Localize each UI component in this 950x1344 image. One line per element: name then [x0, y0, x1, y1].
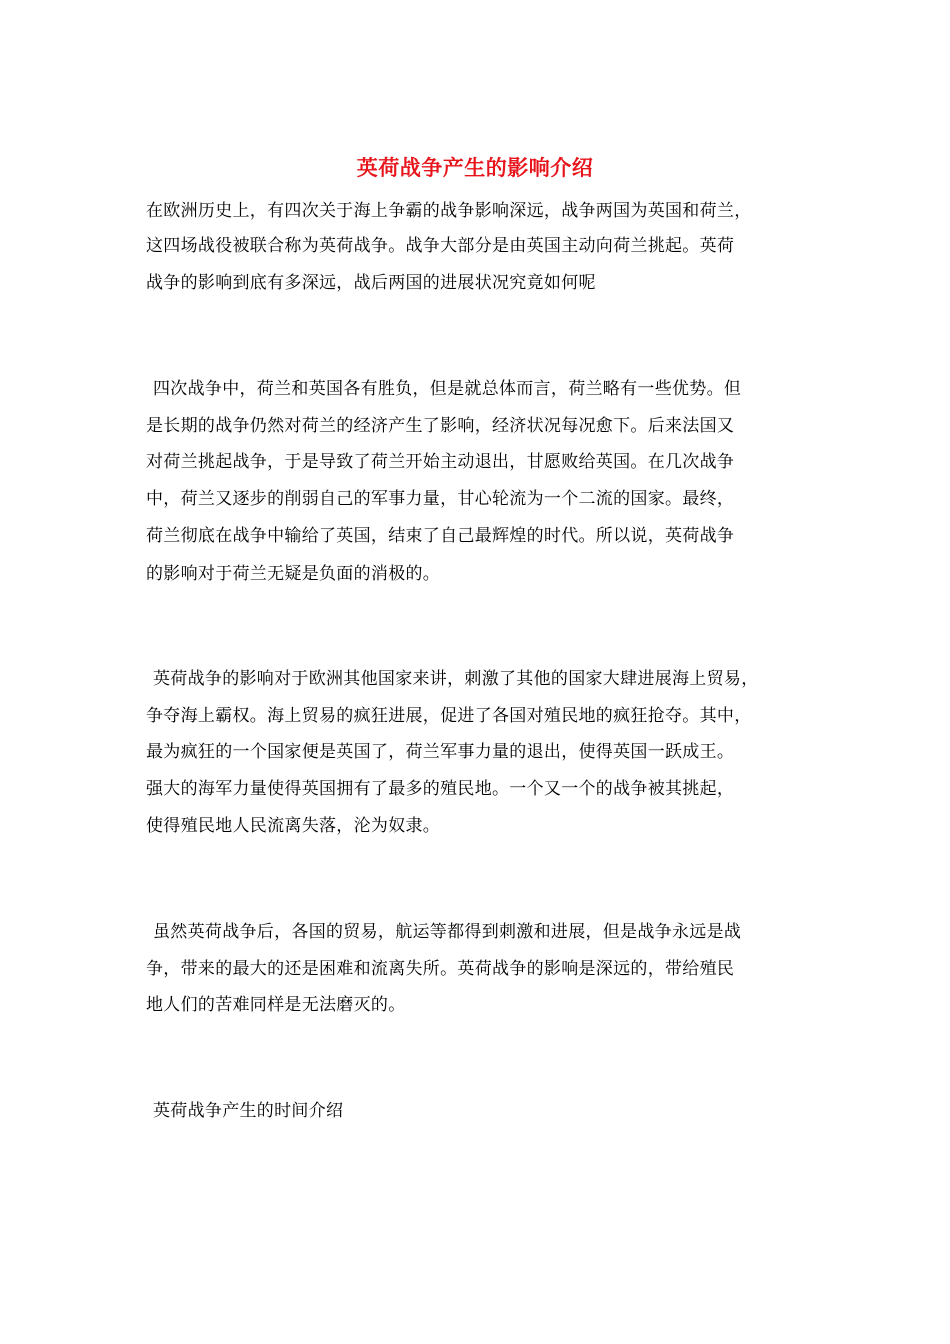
- paragraph-3-line-2: 争夺海上霸权。海上贸易的疯狂进展，促进了各国对殖民地的疯狂抢夺。其中，: [146, 706, 752, 726]
- paragraph-3-line-4: 强大的海军力量使得英国拥有了最多的殖民地。一个又一个的战争被其挑起，: [146, 779, 735, 799]
- paragraph-4-line-2: 争，带来的最大的还是困难和流离失所。英荷战争的影响是深远的，带给殖民: [146, 959, 735, 979]
- paragraph-2-line-4: 中，荷兰又逐步的削弱自己的军事力量，甘心轮流为一个二流的国家。最终，: [146, 489, 735, 509]
- paragraph-4-line-3: 地人们的苦难同样是无法磨灭的。: [146, 995, 406, 1015]
- paragraph-1-line-2: 这四场战役被联合称为英荷战争。战争大部分是由英国主动向荷兰挑起。英荷: [146, 236, 735, 256]
- paragraph-1-line-3: 战争的影响到底有多深远，战后两国的进展状况究竟如何呢: [146, 273, 596, 293]
- paragraph-4-line-1: 虽然英荷战争后，各国的贸易，航运等都得到刺激和进展，但是战争永远是战: [153, 922, 742, 942]
- paragraph-1-line-1: 在欧洲历史上，有四次关于海上争霸的战争影响深远，战争两国为英国和荷兰，: [146, 201, 752, 221]
- paragraph-2-line-2: 是长期的战争仍然对荷兰的经济产生了影响，经济状况每况愈下。后来法国又: [146, 416, 735, 436]
- paragraph-2-line-5: 荷兰彻底在战争中输给了英国，结束了自己最辉煌的时代。所以说，英荷战争: [146, 526, 735, 546]
- paragraph-2-line-1: 四次战争中，荷兰和英国各有胜负，但是就总体而言，荷兰略有一些优势。但: [153, 379, 742, 399]
- paragraph-3-line-1: 英荷战争的影响对于欧洲其他国家来讲，刺激了其他的国家大肆进展海上贸易，: [153, 669, 759, 689]
- paragraph-3-line-5: 使得殖民地人民流离失落，沦为奴隶。: [146, 816, 441, 836]
- section-heading-time: 英荷战争产生的时间介绍: [153, 1101, 344, 1121]
- document-title: 英荷战争产生的影响介绍: [356, 155, 594, 180]
- paragraph-2-line-6: 的影响对于荷兰无疑是负面的消极的。: [146, 564, 441, 584]
- paragraph-2-line-3: 对荷兰挑起战争，于是导致了荷兰开始主动退出，甘愿败给英国。在几次战争: [146, 452, 735, 472]
- paragraph-3-line-3: 最为疯狂的一个国家便是英国了，荷兰军事力量的退出，使得英国一跃成王。: [146, 742, 735, 762]
